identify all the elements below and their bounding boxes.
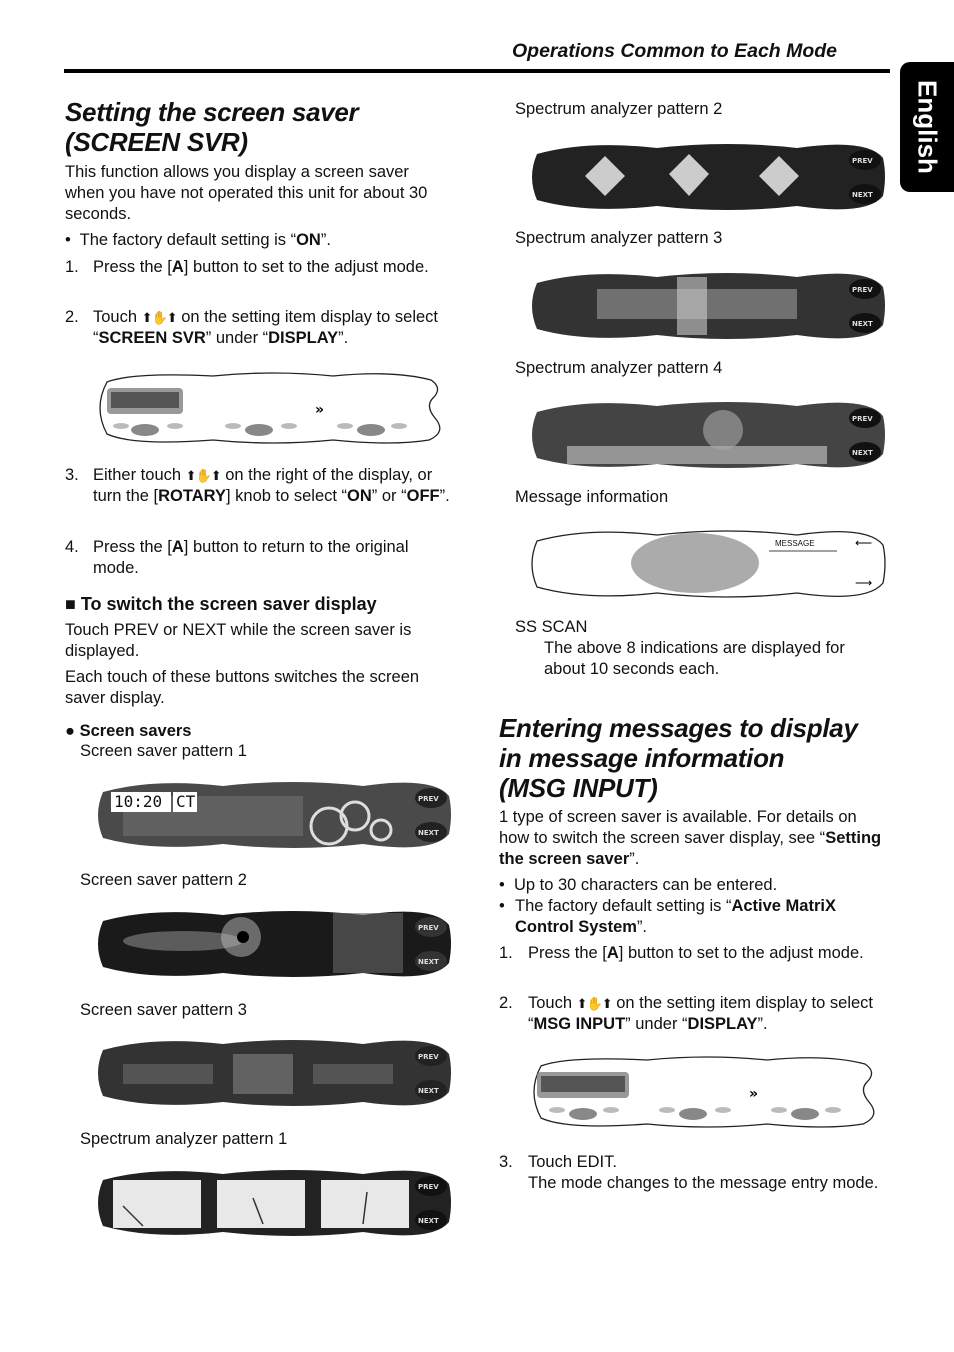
right-intro-pre: 1 type of screen saver is available. For details on how to switch the screen saver display, see “ xyxy=(499,808,857,847)
caption-ss3: Screen saver pattern 3 xyxy=(80,1001,247,1019)
right-heading xyxy=(499,713,858,803)
screen-saver-pattern-3 xyxy=(93,1034,453,1112)
left-step-2-b1: SCREEN SVR xyxy=(98,329,206,347)
caption-sa4: Spectrum analyzer pattern 4 xyxy=(515,359,723,377)
right-bullet-2-pre: The factory default setting is “ xyxy=(515,897,732,915)
right-step-1-pre: Press the [ xyxy=(528,944,607,962)
left-step-1-post: ] button to set to the adjust mode. xyxy=(183,258,429,276)
right-step-3 xyxy=(499,1152,884,1194)
spectrum-analyzer-pattern-3 xyxy=(527,267,887,345)
left-step-1-pre: Press the [ xyxy=(93,258,172,276)
right-step-1-num: 1. xyxy=(499,944,513,962)
left-step-4-bold: A xyxy=(171,538,184,556)
header-rule xyxy=(64,69,890,73)
square-bullet-icon: ■ xyxy=(65,594,76,614)
left-step-2-b2: DISPLAY xyxy=(268,329,339,347)
left-step-3-mid: on the right of the display, or turn the [ xyxy=(93,466,433,505)
right-intro-bold: Setting the screen saver xyxy=(499,829,882,868)
msg-setting-display-screenshot xyxy=(527,1054,885,1130)
prev-button-label[interactable]: PREV xyxy=(852,157,873,165)
circle-bullet-icon: ● xyxy=(65,722,75,740)
right-step-1-bold: A xyxy=(606,944,619,962)
spectrum-analyzer-pattern-4 xyxy=(527,396,887,474)
left-step-2-mid2: ” under “ xyxy=(205,329,269,347)
right-step-3-line1: Touch EDIT. xyxy=(528,1153,617,1171)
right-step-3-num: 3. xyxy=(499,1153,513,1171)
caption-sa1: Spectrum analyzer pattern 1 xyxy=(80,1130,288,1148)
savers-heading-text: Screen savers xyxy=(79,722,192,740)
left-bullet-post: ”. xyxy=(320,231,331,249)
left-step-4-num: 4. xyxy=(65,538,79,556)
prev-button-label[interactable]: PREV xyxy=(852,286,873,294)
next-button-label[interactable]: NEXT xyxy=(852,191,873,199)
left-step-2 xyxy=(65,307,450,349)
section-title: Operations Common to Each Mode xyxy=(512,40,838,62)
left-bullet: • The factory default setting is “ON”. xyxy=(65,231,331,249)
right-heading-line1: Entering messages to display xyxy=(499,713,858,743)
right-step-2-b1: MSG INPUT xyxy=(533,1015,626,1033)
left-step-3-pre: Either touch xyxy=(93,466,182,484)
right-step-2-b2: DISPLAY xyxy=(687,1015,758,1033)
language-tab-label: English xyxy=(912,80,943,174)
switch-sub-heading xyxy=(65,594,377,615)
prev-button-label[interactable]: PREV xyxy=(852,415,873,423)
next-button-label[interactable]: NEXT xyxy=(418,1087,439,1095)
caption-ss1: Screen saver pattern 1 xyxy=(80,742,247,760)
caption-sa3: Spectrum analyzer pattern 3 xyxy=(515,229,723,247)
right-step-2-mid2: ” under “ xyxy=(625,1015,688,1033)
switch-sub-heading-text: To switch the screen saver display xyxy=(80,594,377,614)
screen-saver-pattern-2 xyxy=(93,905,453,983)
prev-button-label[interactable]: PREV xyxy=(418,924,439,932)
message-label: MESSAGE xyxy=(775,539,815,548)
scroll-arrows-icon: ⬆✋⬆ xyxy=(576,996,612,1011)
left-bullet-pre: The factory default setting is “ xyxy=(79,231,297,249)
left-step-4-pre: Press the [ xyxy=(93,538,172,556)
spectrum-analyzer-pattern-2 xyxy=(527,138,887,216)
ss-scan-label: SS SCAN xyxy=(515,618,588,636)
setting-display-screenshot xyxy=(93,370,451,446)
svg-text:»: » xyxy=(315,402,325,418)
left-step-3-num: 3. xyxy=(65,466,79,484)
right-intro-post: ”. xyxy=(629,850,640,868)
right-heading-line2: in message information xyxy=(499,743,785,773)
right-step-2 xyxy=(499,993,889,1035)
left-heading-line2: (SCREEN SVR) xyxy=(65,127,248,157)
message-information-display xyxy=(527,525,887,603)
right-step-2-post: ”. xyxy=(757,1015,768,1033)
right-bullet-2-bold: Active MatriX Control System xyxy=(515,897,836,936)
right-step-3-line2: The mode changes to the message entry mode. xyxy=(528,1174,879,1192)
prev-button-label[interactable]: PREV xyxy=(418,1183,439,1191)
right-heading-line3: (MSG INPUT) xyxy=(499,773,658,803)
right-step-2-mid: on the setting item display to select “ xyxy=(528,994,874,1033)
left-step-2-num: 2. xyxy=(65,308,79,326)
right-arrow-icon[interactable]: ⟶ xyxy=(855,576,873,590)
next-button-label[interactable]: NEXT xyxy=(418,829,439,837)
caption-message-info: Message information xyxy=(515,488,669,506)
left-step-3-post: ”. xyxy=(439,487,450,505)
right-bullet-2: • The factory default setting is “Active MatriX Control System”. xyxy=(499,897,836,936)
left-heading xyxy=(65,97,358,157)
screen-saver-pattern-1 xyxy=(93,776,453,854)
prev-button-label[interactable]: PREV xyxy=(418,1053,439,1061)
left-step-2-post: ”. xyxy=(338,329,349,347)
left-step-3-b1: ROTARY xyxy=(158,487,226,505)
left-heading-line1: Setting the screen saver xyxy=(65,97,359,127)
svg-text:»: » xyxy=(749,1086,759,1102)
left-step-2-mid: on the setting item display to select “ xyxy=(93,308,439,347)
left-step-4 xyxy=(65,537,455,579)
left-step-2-pre: Touch xyxy=(93,308,138,326)
next-button-label[interactable]: NEXT xyxy=(852,320,873,328)
left-intro: This function allows you display a screen saver when you have not operated this unit for about 30 seconds. xyxy=(65,163,428,223)
caption-sa2: Spectrum analyzer pattern 2 xyxy=(515,100,723,118)
right-bullet-2-post: ”. xyxy=(636,918,648,936)
right-step-1 xyxy=(499,943,884,964)
next-button-label[interactable]: NEXT xyxy=(852,449,873,457)
left-step-1-num: 1. xyxy=(65,258,79,276)
left-bullet-bold: ON xyxy=(296,231,321,249)
left-step-3-mid2: ] knob to select “ xyxy=(225,487,348,505)
left-step-4-post: ] button to return to the original mode. xyxy=(93,538,409,577)
prev-button-label[interactable]: PREV xyxy=(418,795,439,803)
right-step-2-num: 2. xyxy=(499,994,513,1012)
right-bullet-1-text: Up to 30 characters can be entered. xyxy=(513,876,778,894)
ss-scan-description: The above 8 indications are displayed for about 10 seconds each. xyxy=(544,639,845,678)
next-button-label[interactable]: NEXT xyxy=(418,958,439,966)
spectrum-analyzer-pattern-1 xyxy=(93,1164,453,1242)
scroll-arrows-icon: ⬆✋⬆ xyxy=(185,468,221,483)
left-step-1-bold: A xyxy=(171,258,184,276)
switch-para-2: Each touch of these buttons switches the screen saver display. xyxy=(65,668,420,707)
switch-para-1: Touch PREV or NEXT while the screen saver is displayed. xyxy=(65,621,412,660)
left-step-3-b3: OFF xyxy=(406,487,440,505)
right-intro xyxy=(499,807,884,870)
left-step-3-b2: ON xyxy=(347,487,372,505)
right-step-2-pre: Touch xyxy=(528,994,573,1012)
clock-tag: CT xyxy=(176,792,196,811)
scroll-arrows-icon: ⬆✋⬆ xyxy=(141,310,177,325)
language-tab xyxy=(900,62,954,192)
caption-ss2: Screen saver pattern 2 xyxy=(80,871,247,889)
left-step-3-mid3: ” or “ xyxy=(371,487,407,505)
clock-readout: 10:20 xyxy=(114,792,163,811)
right-bullet-1: • Up to 30 characters can be entered. xyxy=(499,876,778,894)
next-button-label[interactable]: NEXT xyxy=(418,1217,439,1225)
savers-heading xyxy=(65,721,192,742)
left-step-3 xyxy=(65,465,455,507)
left-step-1 xyxy=(65,257,450,278)
right-step-1-post: ] button to set to the adjust mode. xyxy=(618,944,864,962)
left-arrow-icon[interactable]: ⟵ xyxy=(855,536,873,550)
